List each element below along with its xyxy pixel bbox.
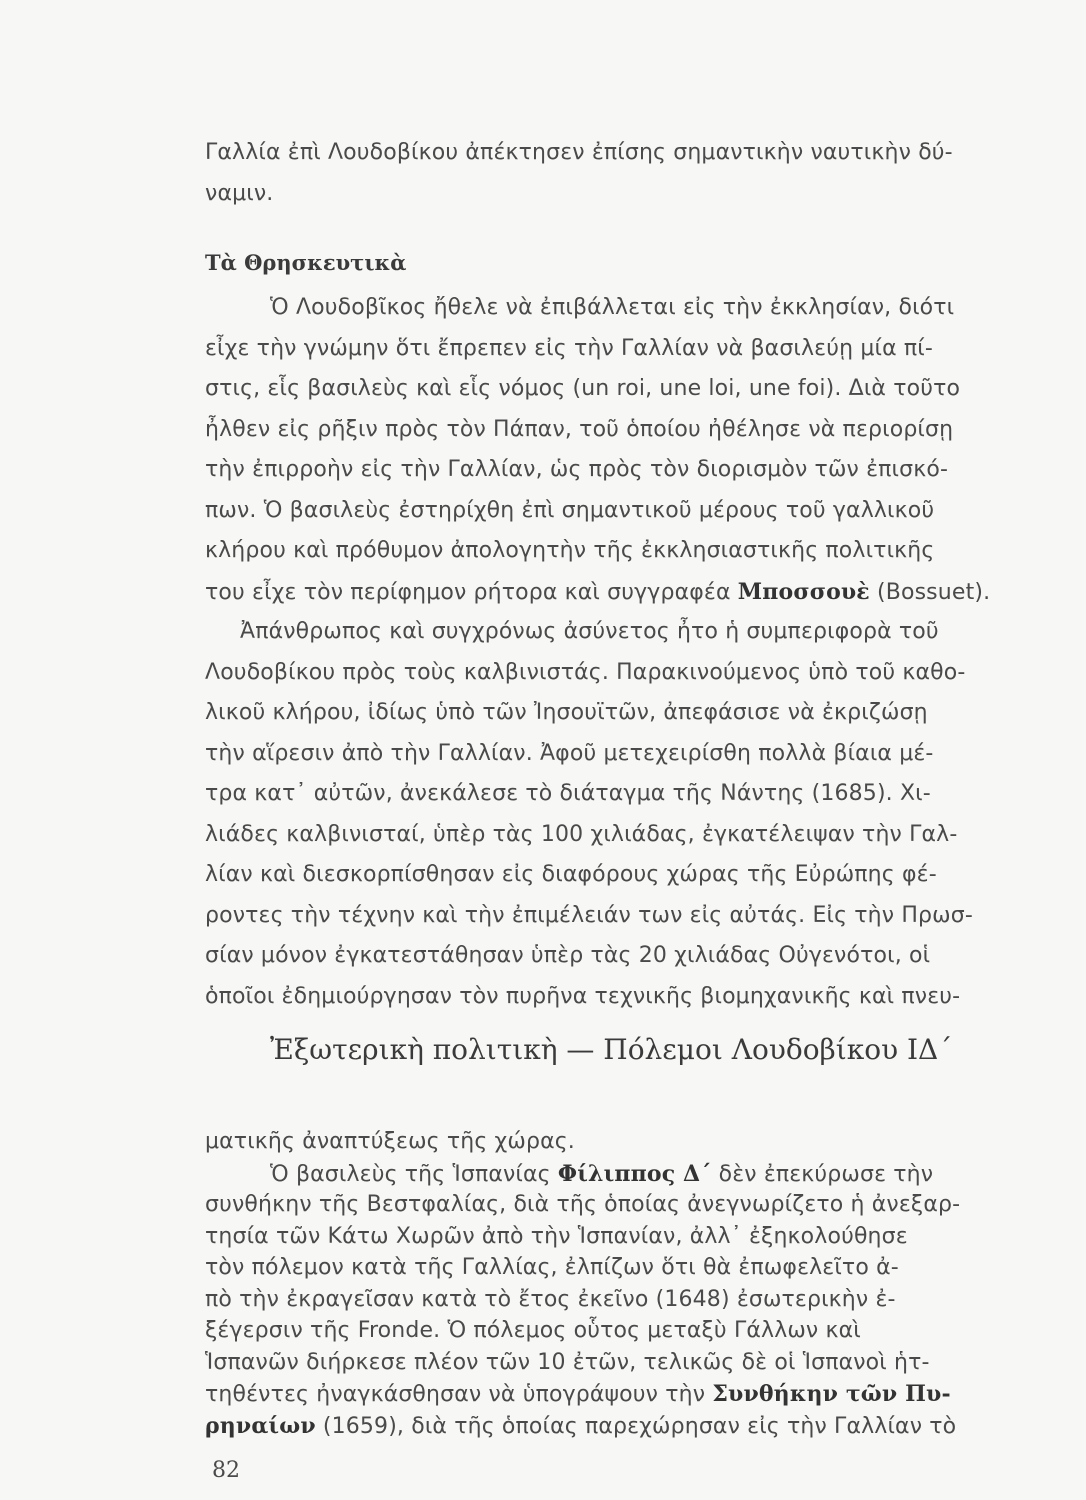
text-line: λίαν καὶ διεσκορπίσθησαν εἰς διαφόρους χώρας τῆς Εὐρώπης φέ- [205,862,937,887]
text-line: πων. Ὁ βασιλεὺς ἐστηρίχθη ἐπὶ σημαντικοῦ μέρους τοῦ γαλλικοῦ [205,498,935,523]
emphasis-name: Φίλιππος Δ΄ [557,1161,712,1187]
text-line: τὴν αἵρεσιν ἀπὸ τὴν Γαλλίαν. Ἀφοῦ μετεχειρίσθη πολλὰ βίαια μέ- [205,741,934,766]
text-line: Ἱσπανῶν διήρκεσε πλέον τῶν 10 ἐτῶν, τελικῶς δὲ οἱ Ἱσπανοὶ ἡτ- [205,1350,930,1375]
text-line [205,1380,951,1409]
text-segment: δὲν ἐπεκύρωσε τὴν [711,1162,934,1187]
text-line: συνθήκην τῆς Βεστφαλίας, διὰ τῆς ὁποίας ἀνεγνωρίζετο ἡ ἀνεξαρ- [205,1192,961,1217]
emphasis-name: Συνθήκην τῶν Πυ- [712,1381,951,1407]
text-line [205,1412,956,1441]
text-line: λιάδες καλβινισταί, ὑπὲρ τὰς 100 χιλιάδας, ἐγκατέλειψαν τὴν Γαλ- [205,822,958,847]
text-line [270,1160,933,1189]
text-segment: (1659), διὰ τῆς ὁποίας παρεχώρησαν εἰς τὴν Γαλλίαν τὸ [315,1414,957,1439]
text-line: εἶχε τὴν γνώμην ὅτι ἔπρεπεν εἰς τὴν Γαλλίαν νὰ βασιλεύῃ μία πί- [205,336,933,361]
text-line: ἦλθεν εἰς ρῆξιν πρὸς τὸν Πάπαν, τοῦ ὁποίου ἠθέλησε νὰ περιορίσῃ [205,417,954,442]
text-line: τὴν ἐπιρροὴν εἰς τὴν Γαλλίαν, ὡς πρὸς τὸν διορισμὸν τῶν ἐπισκό- [205,457,949,482]
text-line: σίαν μόνον ἐγκατεστάθησαν ὑπὲρ τὰς 20 χιλιάδας Οὐγενότοι, οἱ [205,943,931,968]
page-number: 82 [212,1458,240,1483]
text-line: τησία τῶν Κάτω Χωρῶν ἀπὸ τὴν Ἱσπανίαν, ἀλλ᾽ ἐξηκολούθησε [205,1224,908,1249]
text-segment: του εἶχε τὸν περίφημον ρήτορα καὶ συγγραφέα [205,580,738,605]
text-line: ροντες τὴν τέχνην καὶ τὴν ἐπιμέλειάν των εἰς αὐτάς. Εἰς τὴν Πρωσ- [205,903,973,928]
section-heading-religious: Τὰ Θρησκευτικὰ [205,250,407,275]
text-line [205,578,990,607]
text-line: Ὁ Λουδοβῖκος ἤθελε νὰ ἐπιβάλλεται εἰς τὴν ἐκκλησίαν, διότι [270,295,955,320]
text-line: ναμιν. [205,181,274,206]
text-line: τρα κατ᾽ αὐτῶν, ἀνεκάλεσε τὸ διάταγμα τῆς Νάντης (1685). Χι- [205,781,931,806]
section-heading-foreign-policy: Ἐξωτερικὴ πολιτικὴ — Πόλεμοι Λουδοβίκου ΙΔ΄ [270,1033,953,1066]
text-line: Λουδοβίκου πρὸς τοὺς καλβινιστάς. Παρακινούμενος ὑπὸ τοῦ καθο- [205,660,966,685]
text-segment: Ὁ βασιλεὺς τῆς Ἱσπανίας [270,1162,558,1187]
text-segment: (Bossuet). [869,580,991,605]
text-line: ὁποῖοι ἐδημιούργησαν τὸν πυρῆνα τεχνικῆς βιομηχανικῆς καὶ πνευ- [205,984,961,1009]
text-line: κλήρου καὶ πρόθυμον ἀπολογητὴν τῆς ἐκκλησιαστικῆς πολιτικῆς [205,538,935,563]
text-segment: τηθέντες ἠναγκάσθησαν νὰ ὑπογράψουν τὴν [205,1382,713,1407]
text-line: λικοῦ κλήρου, ἰδίως ὑπὸ τῶν Ἰησουϊτῶν, ἀπεφάσισε νὰ ἐκριζώσῃ [205,700,928,725]
text-line: στις, εἷς βασιλεὺς καὶ εἷς νόμος (un roi, une loi, une foi). Διὰ τοῦτο [205,376,961,401]
text-line: Ἀπάνθρωπος καὶ συγχρόνως ἀσύνετος ἦτο ἡ συμπεριφορὰ τοῦ [240,619,939,644]
emphasis-name: Μποσσουὲ [737,579,870,605]
text-line: τὸν πόλεμον κατὰ τῆς Γαλλίας, ἐλπίζων ὅτι θὰ ἐπωφελεῖτο ἀ- [205,1255,899,1280]
emphasis-name: ρηναίων [205,1413,316,1439]
text-line: πὸ τὴν ἐκραγεῖσαν κατὰ τὸ ἔτος ἐκεῖνο (1648) ἐσωτερικὴν ἐ- [205,1287,896,1312]
text-line: Γαλλία ἐπὶ Λουδοβίκου ἀπέκτησεν ἐπίσης σημαντικὴν ναυτικὴν δύ- [205,140,953,165]
text-line: ματικῆς ἀναπτύξεως τῆς χώρας. [205,1129,575,1154]
text-line: ξέγερσιν τῆς Fronde. Ὁ πόλεμος οὗτος μεταξὺ Γάλλων καὶ [205,1318,861,1343]
